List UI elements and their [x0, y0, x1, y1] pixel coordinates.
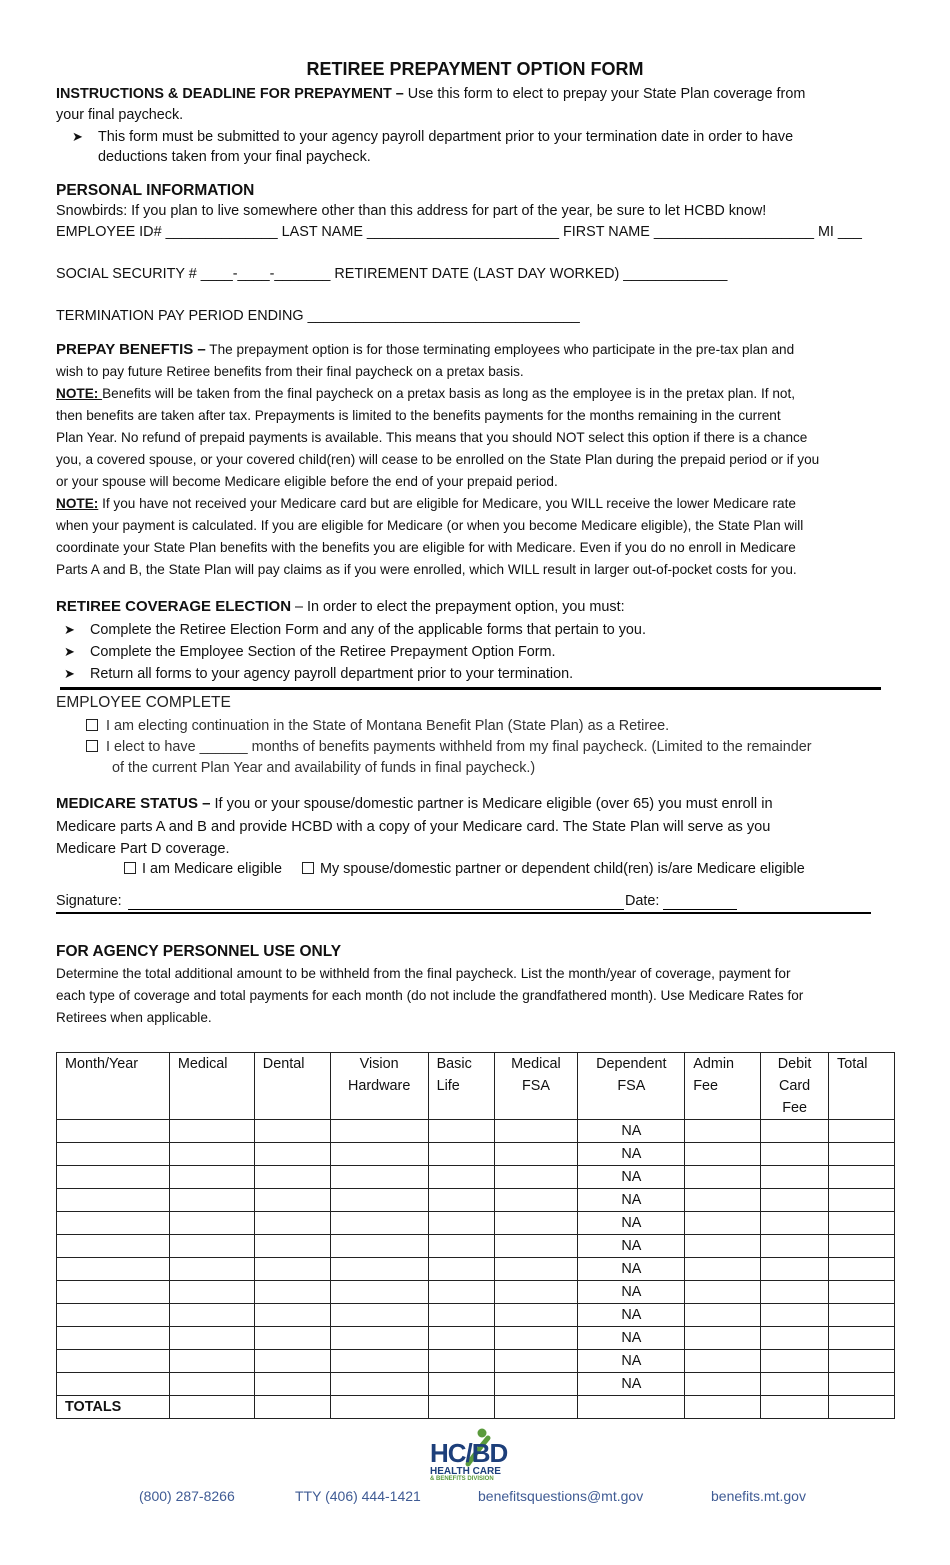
- table-cell[interactable]: [330, 1327, 428, 1350]
- instructions-text-2: your final paycheck.: [56, 107, 184, 123]
- table-cell[interactable]: [169, 1166, 254, 1189]
- table-cell[interactable]: [254, 1189, 330, 1212]
- table-cell[interactable]: [57, 1189, 170, 1212]
- table-cell[interactable]: [254, 1143, 330, 1166]
- table-row: [57, 1189, 895, 1212]
- totals-row: [57, 1396, 895, 1419]
- table-cell[interactable]: [254, 1120, 330, 1143]
- continuation-option[interactable]: I am electing continuation in the State of Montana Benefit Plan (State Plan) as a Retiree.: [86, 716, 669, 737]
- table-cell[interactable]: [428, 1350, 494, 1373]
- table-row: [57, 1166, 895, 1189]
- table-row: [57, 1350, 895, 1373]
- instructions-bullet: ➤ This form must be submitted to your agency payroll department prior to your termination date in order to have: [72, 126, 793, 148]
- table-cell[interactable]: [254, 1258, 330, 1281]
- table-cell[interactable]: [494, 1304, 578, 1327]
- note-label-2: NOTE:: [56, 496, 99, 511]
- table-cell[interactable]: [494, 1396, 578, 1419]
- logo-line-1: HEALTH CARE: [430, 1466, 501, 1477]
- table-row: [57, 1143, 895, 1166]
- table-cell[interactable]: [829, 1189, 895, 1212]
- table-cell[interactable]: [761, 1304, 829, 1327]
- table-cell[interactable]: [685, 1327, 761, 1350]
- table-row: [57, 1327, 895, 1350]
- table-cell[interactable]: [428, 1396, 494, 1419]
- table-cell[interactable]: [57, 1143, 170, 1166]
- form-title: RETIREE PREPAYMENT OPTION FORM: [306, 59, 644, 79]
- table-cell[interactable]: [254, 1166, 330, 1189]
- table-cell[interactable]: [761, 1143, 829, 1166]
- table-row: [57, 1235, 895, 1258]
- table-cell[interactable]: [330, 1166, 428, 1189]
- arrow-bullet-icon: ➤: [64, 644, 75, 659]
- table-cell: NA: [578, 1212, 685, 1235]
- arrow-bullet-icon: ➤: [72, 129, 83, 144]
- table-cell[interactable]: [761, 1281, 829, 1304]
- table-cell[interactable]: [428, 1189, 494, 1212]
- table-cell[interactable]: [57, 1212, 170, 1235]
- table-cell[interactable]: [761, 1327, 829, 1350]
- instructions-bullet-cont: deductions taken from your final paycheck.: [98, 149, 371, 165]
- agency-payment-table: [56, 1052, 895, 1419]
- agency-instructions: Determine the total additional amount to be withheld from the final paycheck. List the month/year of coverage, payment for each type of coverage and total payments for each month (do not include the grandfathered month). Use Medicare Rates for Retirees when applicable.: [56, 966, 804, 1025]
- election-bullet: ➤ Return all forms to your agency payroll department prior to your termination.: [64, 663, 573, 685]
- table-cell[interactable]: [761, 1212, 829, 1235]
- table-cell: NA: [578, 1120, 685, 1143]
- column-header: Basic Life: [428, 1053, 494, 1120]
- column-header: Dental: [254, 1053, 330, 1120]
- table-cell[interactable]: [829, 1304, 895, 1327]
- checkbox-icon[interactable]: [302, 862, 314, 874]
- table-cell[interactable]: [330, 1189, 428, 1212]
- table-cell[interactable]: [330, 1258, 428, 1281]
- table-cell[interactable]: [428, 1166, 494, 1189]
- table-cell[interactable]: [761, 1120, 829, 1143]
- table-cell[interactable]: [254, 1212, 330, 1235]
- table-cell: NA: [578, 1373, 685, 1396]
- table-cell[interactable]: [494, 1258, 578, 1281]
- arrow-bullet-icon: ➤: [64, 622, 75, 637]
- table-cell[interactable]: [330, 1396, 428, 1419]
- table-cell[interactable]: [330, 1235, 428, 1258]
- table-cell[interactable]: [57, 1120, 170, 1143]
- table-cell[interactable]: [57, 1235, 170, 1258]
- table-cell[interactable]: [761, 1189, 829, 1212]
- election-heading: RETIREE COVERAGE ELECTION: [56, 598, 292, 615]
- date-label: Date:: [625, 893, 660, 909]
- table-cell[interactable]: [829, 1166, 895, 1189]
- table-cell[interactable]: [494, 1212, 578, 1235]
- table-cell[interactable]: [169, 1212, 254, 1235]
- table-cell[interactable]: [829, 1143, 895, 1166]
- table-cell: NA: [578, 1304, 685, 1327]
- table-cell[interactable]: [428, 1373, 494, 1396]
- table-cell[interactable]: [829, 1281, 895, 1304]
- table-cell[interactable]: [57, 1258, 170, 1281]
- table-cell[interactable]: [494, 1235, 578, 1258]
- column-header: Total: [829, 1053, 895, 1120]
- medicare-section: MEDICARE STATUS – If you or your spouse/domestic partner is Medicare eligible (over 65) you must enroll in Medicare parts A and B and provide HCBD with a copy of your Medicare card. The State Plan will serve as you Medicare Part D coverage.: [56, 795, 773, 857]
- instructions-text: Use this form to elect to prepay your State Plan coverage from: [403, 86, 806, 102]
- column-header: Admin Fee: [685, 1053, 761, 1120]
- table-cell[interactable]: [254, 1373, 330, 1396]
- table-cell[interactable]: [494, 1350, 578, 1373]
- table-cell[interactable]: [829, 1327, 895, 1350]
- date-line[interactable]: [663, 909, 737, 910]
- table-cell[interactable]: [428, 1327, 494, 1350]
- table-cell[interactable]: [169, 1327, 254, 1350]
- logo-line-2: & BENEFITS DIVISION: [430, 1476, 494, 1482]
- table-cell[interactable]: [761, 1350, 829, 1373]
- table-cell[interactable]: [685, 1235, 761, 1258]
- table-cell[interactable]: [494, 1281, 578, 1304]
- personal-heading: PERSONAL INFORMATION: [56, 182, 255, 199]
- table-cell[interactable]: [685, 1281, 761, 1304]
- table-cell[interactable]: [761, 1396, 829, 1419]
- table-cell[interactable]: [829, 1235, 895, 1258]
- election-bullet: ➤ Complete the Employee Section of the Retiree Prepayment Option Form.: [64, 641, 556, 663]
- table-cell[interactable]: [330, 1281, 428, 1304]
- table-cell[interactable]: [254, 1396, 330, 1419]
- table-cell[interactable]: [494, 1373, 578, 1396]
- table-row: [57, 1120, 895, 1143]
- table-cell[interactable]: [254, 1327, 330, 1350]
- table-cell[interactable]: [685, 1120, 761, 1143]
- footer-phone[interactable]: (800) 287-8266: [139, 1488, 235, 1504]
- table-cell[interactable]: [685, 1373, 761, 1396]
- table-cell[interactable]: [169, 1350, 254, 1373]
- table-cell[interactable]: [428, 1281, 494, 1304]
- table-cell[interactable]: [57, 1281, 170, 1304]
- table-cell: NA: [578, 1166, 685, 1189]
- table-cell[interactable]: [685, 1189, 761, 1212]
- footer-email[interactable]: benefitsquestions@mt.gov: [478, 1488, 644, 1504]
- table-cell[interactable]: [494, 1120, 578, 1143]
- arrow-bullet-icon: ➤: [64, 666, 75, 681]
- column-header: Month/Year: [57, 1053, 170, 1120]
- table-cell[interactable]: [330, 1212, 428, 1235]
- table-cell[interactable]: [254, 1304, 330, 1327]
- table-cell[interactable]: [761, 1258, 829, 1281]
- table-cell[interactable]: [57, 1327, 170, 1350]
- table-cell[interactable]: [685, 1143, 761, 1166]
- termination-field[interactable]: TERMINATION PAY PERIOD ENDING __________________________________: [56, 308, 580, 324]
- table-cell[interactable]: [169, 1396, 254, 1419]
- table-cell[interactable]: [494, 1327, 578, 1350]
- table-cell[interactable]: [829, 1212, 895, 1235]
- table-cell[interactable]: [254, 1281, 330, 1304]
- logo-mark: HC/BD: [430, 1438, 508, 1468]
- table-cell[interactable]: [428, 1143, 494, 1166]
- table-cell[interactable]: [330, 1350, 428, 1373]
- footer-tty[interactable]: TTY (406) 444-1421: [295, 1488, 421, 1504]
- medicare-heading: MEDICARE STATUS –: [56, 795, 211, 812]
- table-cell[interactable]: [829, 1396, 895, 1419]
- column-header: Vision Hardware: [330, 1053, 428, 1120]
- spouse-eligible-option[interactable]: My spouse/domestic partner or dependent child(ren) is/are Medicare eligible: [302, 859, 805, 880]
- table-cell[interactable]: [685, 1212, 761, 1235]
- signature-label: Signature:: [56, 893, 122, 909]
- prepay-section: PREPAY BENEFTIS – The prepayment option is for those terminating employees who participate in the pre-tax plan and wish to pay future Retiree benefits from their final paycheck on a pretax basis. NOTE: Benefits will be taken from the final paycheck on a pretax basis as long as the employee is in the pretax plan. If not, then benefits are taken after tax. Prepayments is limited to the benefits payments for the months remaining in the current Plan Year. No refund of prepaid payments is available. This means that you should NOT select this option if there is a chance you, a covered spouse, or your covered child(ren) will cease to be enrolled on the State Plan during the prepaid period or if you or your spouse will become Medicare eligible before the end of your prepaid period. NOTE: If you have not received your Medicare card but are eligible for Medicare, you WILL receive the lower Medicare rate when your payment is calculated. If you are eligible for Medicare (or when you become Medicare eligible), the State Plan will coordinate your State Plan benefits with the benefits you are eligible for with Medicare. Even if you do no enroll in Medicare Parts A and B, the State Plan will pay claims as if you were enrolled, which WILL result in larger out-of-pocket costs for you.: [56, 341, 820, 577]
- table-cell[interactable]: [169, 1281, 254, 1304]
- prepay-heading: PREPAY BENEFTIS –: [56, 341, 206, 358]
- employee-heading: EMPLOYEE COMPLETE: [56, 694, 231, 711]
- medicare-eligible-option[interactable]: I am Medicare eligible: [124, 859, 282, 880]
- table-cell[interactable]: [761, 1166, 829, 1189]
- table-cell[interactable]: [494, 1189, 578, 1212]
- table-cell[interactable]: [428, 1258, 494, 1281]
- table-cell[interactable]: [761, 1373, 829, 1396]
- agency-heading: FOR AGENCY PERSONNEL USE ONLY: [56, 943, 342, 960]
- election-bullet: ➤ Complete the Retiree Election Form and any of the applicable forms that pertain to you.: [64, 619, 646, 641]
- table-cell[interactable]: [829, 1258, 895, 1281]
- checkbox-icon[interactable]: [86, 719, 98, 731]
- totals-label: TOTALS: [57, 1396, 170, 1419]
- table-cell[interactable]: [829, 1373, 895, 1396]
- note-label: NOTE:: [56, 386, 103, 401]
- table-cell[interactable]: [169, 1189, 254, 1212]
- table-header-row: [57, 1053, 895, 1120]
- table-cell[interactable]: [428, 1212, 494, 1235]
- table-cell[interactable]: [685, 1258, 761, 1281]
- table-cell[interactable]: [330, 1373, 428, 1396]
- table-row: [57, 1281, 895, 1304]
- signature-underline: [56, 912, 871, 914]
- table-cell[interactable]: [685, 1166, 761, 1189]
- table-cell[interactable]: [829, 1350, 895, 1373]
- table-cell[interactable]: [685, 1350, 761, 1373]
- table-cell[interactable]: [254, 1350, 330, 1373]
- table-row: [57, 1212, 895, 1235]
- table-cell[interactable]: [57, 1350, 170, 1373]
- section-divider: [60, 687, 881, 690]
- table-cell[interactable]: [685, 1396, 761, 1419]
- table-cell[interactable]: [685, 1304, 761, 1327]
- checkbox-icon[interactable]: [124, 862, 136, 874]
- table-cell[interactable]: [57, 1166, 170, 1189]
- footer-website[interactable]: benefits.mt.gov: [711, 1488, 806, 1504]
- instructions-line-1: [56, 84, 805, 105]
- table-cell[interactable]: [829, 1120, 895, 1143]
- table-cell[interactable]: [169, 1143, 254, 1166]
- table-cell: NA: [578, 1281, 685, 1304]
- table-cell[interactable]: [57, 1304, 170, 1327]
- table-cell[interactable]: [57, 1373, 170, 1396]
- table-cell[interactable]: [428, 1235, 494, 1258]
- table-cell[interactable]: [169, 1120, 254, 1143]
- table-cell[interactable]: [761, 1235, 829, 1258]
- table-cell[interactable]: [428, 1120, 494, 1143]
- signature-line[interactable]: [128, 909, 624, 910]
- table-cell[interactable]: [494, 1143, 578, 1166]
- table-cell[interactable]: [254, 1235, 330, 1258]
- table-cell[interactable]: [169, 1304, 254, 1327]
- table-row: [57, 1373, 895, 1396]
- column-header: Dependent FSA: [578, 1053, 685, 1120]
- table-cell: NA: [578, 1258, 685, 1281]
- table-cell[interactable]: [494, 1166, 578, 1189]
- table-row: [57, 1258, 895, 1281]
- table-cell: NA: [578, 1143, 685, 1166]
- months-option-cont: of the current Plan Year and availability of funds in final paycheck.): [112, 760, 536, 776]
- table-cell[interactable]: [578, 1396, 685, 1419]
- instructions-heading: INSTRUCTIONS & DEADLINE FOR PREPAYMENT –: [56, 86, 404, 102]
- table-cell[interactable]: [330, 1143, 428, 1166]
- column-header: Medical: [169, 1053, 254, 1120]
- table-cell[interactable]: [169, 1235, 254, 1258]
- table-cell[interactable]: [330, 1304, 428, 1327]
- snowbirds-note: Snowbirds: If you plan to live somewhere other than this address for part of the year, be sure to let HCBD know!: [56, 203, 767, 219]
- column-header: Medical FSA: [494, 1053, 578, 1120]
- checkbox-icon[interactable]: [86, 740, 98, 752]
- table-cell[interactable]: [169, 1373, 254, 1396]
- ssn-fields[interactable]: SOCIAL SECURITY # ____-____-_______ RETIREMENT DATE (LAST DAY WORKED) _____________: [56, 266, 728, 282]
- table-cell: NA: [578, 1350, 685, 1373]
- table-row: [57, 1304, 895, 1327]
- table-cell[interactable]: [330, 1120, 428, 1143]
- table-cell: NA: [578, 1327, 685, 1350]
- election-intro: RETIREE COVERAGE ELECTION – In order to elect the prepayment option, you must:: [56, 598, 625, 615]
- table-cell[interactable]: [428, 1304, 494, 1327]
- months-option[interactable]: I elect to have ______ months of benefits payments withheld from my final paycheck. (Limited to the remainder: [86, 737, 812, 758]
- table-cell: NA: [578, 1235, 685, 1258]
- table-cell[interactable]: [169, 1258, 254, 1281]
- table-cell: NA: [578, 1189, 685, 1212]
- column-header: Debit Card Fee: [761, 1053, 829, 1120]
- employee-id-fields[interactable]: EMPLOYEE ID# ______________ LAST NAME ________________________ FIRST NAME ____________________ MI ___: [56, 224, 862, 240]
- hcbd-logo: [428, 1428, 524, 1486]
